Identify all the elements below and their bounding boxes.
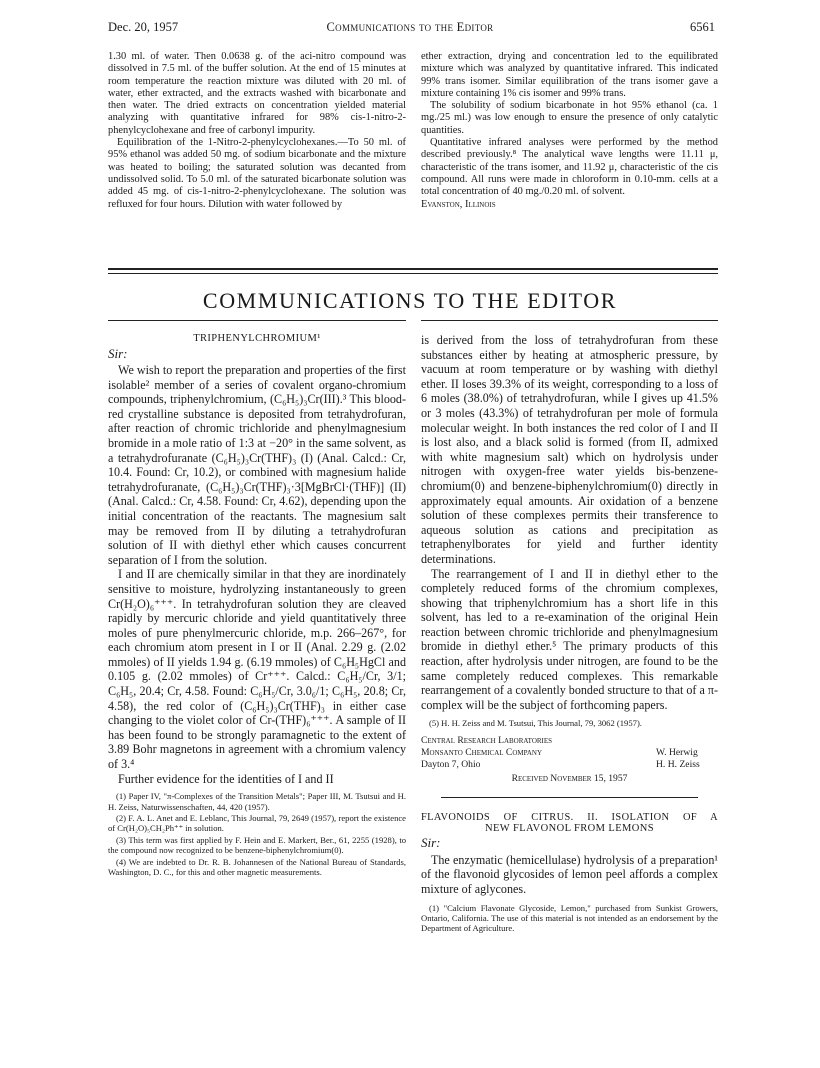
- author-name: H. H. Zeiss: [656, 758, 700, 770]
- top-left-paragraph: 1.30 ml. of water. Then 0.0638 g. of the aci-nitro compound was dissolved in 7.5 ml. of the buffer solution. At the end of 15 minutes at room temperature the reaction mixture was diluted with 20 ml. of water, ether extracted, and the extracts washed with bicarbonate and then water. The dried extracts on concentration yielded material analyzing with quantitative infrared for 98% cis-1-nitro-2-phenylcyclohexane and free of carbonyl impurity.: [108, 51, 406, 136]
- article1-body-left: [108, 363, 406, 786]
- article2-paragraph: The enzymatic (hemicellulase) hydrolysis of a preparation¹ of the flavonoid glycosides of lemon peel affords a complex mixture of aglycones.: [421, 852, 718, 897]
- article2-title-line1: FLAVONOIDS OF CITRUS. II. ISOLATION OF A: [421, 811, 718, 823]
- header-page-number: 6561: [690, 20, 715, 34]
- article1-paragraph: Further evidence for the identities of I and II: [118, 771, 334, 786]
- article2-footnote: [421, 903, 718, 934]
- article1-paragraph: We wish to report the preparation and properties of the first isolable² member of a series of covalent organo-chromium compounds, triphenylchromium, (C₆H₅)₃Cr(III).³ This blood-red crystalline substance is deposited from tetrahydrofuran, after reaction of chromic trichloride and phenylmagnesium bromide in a mole ratio of 1:3 at −20° in the same solvent, as a tetrahydrofuranate (C₆H₅)₃Cr(THF)₃ (I) (Anal. Calcd.: Cr, 10.4. Found: Cr, 10.2), or combined with magnesium halide tetrahydrofuranate, (C₆H₅)₃Cr(THF)₃·3[MgBrCl·(THF)] (II) (Anal. Calcd.: Cr, 4.58. Found: Cr, 4.62), depending upon the initial concentration of the reactants. The magnesium salt may be removed from II by diluting a tetrahydrofuran solution of II with diethyl ether which causes concurrent separation of I from the solution.: [108, 363, 406, 567]
- header-date: Dec. 20, 1957: [108, 20, 179, 34]
- received-date: Received November 15, 1957: [511, 772, 628, 784]
- top-left-column: [108, 51, 406, 211]
- section-title: COMMUNICATIONS TO THE EDITOR: [202, 288, 618, 313]
- column-rule-left: [108, 320, 406, 321]
- footnote: (1) "Calcium Flavonate Glycoside, Lemon," purchased from Sunkist Growers, Ontario, California. The use of this material is not intended as an endorsement by the Department of Agriculture.: [421, 902, 718, 934]
- section-rule-top: [108, 268, 718, 270]
- footnote: (5) H. H. Zeiss and M. Tsutsui, This Journal, 79, 3062 (1957).: [429, 718, 642, 729]
- article1-paragraph: is derived from the loss of tetrahydrofuran from these substances either by heating at atmospheric pressure, by vacuum at room temperature or by washing with diethyl ether. II loses 39.3% of its weight, corresponding to a loss of 6 moles (38.0%) of tetrahydrofuran, while I gives up 41.5% or 3 moles (43.3%) of tetrahydrofuran per mole of formula molecular weight. In both instances the red color of I and II is lost also, and a black solid is formed (from II, admixed with white magnesium salt) which on hydrolysis under nitrogen with oxygen-free water yields bis-benzene-chromium(0) and benzene-biphenylchromium(0) directly in approximately equal amounts. Air oxidation of a benzene solution of these complexes permits their transference to aqueous solution as cations and precipitation as tetraphenylborates for yield and further identity determinations.: [421, 333, 718, 566]
- footnote: (1) Paper IV, "π-Complexes of the Transition Metals"; Paper III, M. Tsutsui and H. H. Zeiss, Naturwissenschaften, 44, 420 (1957).: [108, 791, 406, 812]
- column-rule-right: [421, 320, 718, 321]
- article2-title-line2: NEW FLAVONOL FROM LEMONS: [485, 822, 654, 834]
- article2: [421, 812, 718, 934]
- article1-footnotes: [108, 791, 406, 877]
- article1-paragraph: I and II are chemically similar in that they are inordinately sensitive to moisture, hydrolyzing instantaneously to green Cr(H₂O)₆⁺⁺⁺. In tetrahydrofuran solution they are cleaved rapidly by mercuric chloride and yield quantitatively three moles of pure phenylmercuric chloride, m.p. 266–267°, for each chromium atom present in I or II (Anal. 2.29 g. (2.02 mmoles) of II yields 1.94 g. (6.19 mmoles) of C₆H₅HgCl and 0.105 g. (2.02 mmoles) of Cr⁺⁺⁺. Calcd.: C₆H₅/Cr, 3/1; C₆H₅, 20.4; Cr, 4.58. Found: C₆H₅/Cr, 3.0₆/1; C₆H₅, 20.8; Cr, 4.58), the red color of (C₆H₅)₃Cr(THF)₃ in either case changing to the violet color of Cr-(THF)₆⁺⁺⁺. A sample of II has been found to be strongly paramagnetic to the extent of 3.89 Bohr magnetons in agreement with a chromium valency of 3.⁴: [108, 567, 406, 772]
- article1-right-column: [421, 333, 718, 935]
- top-right-paragraph: Quantitative infrared analyses were performed by the method described previously.⁸ The analytical wave lengths were 11.11 μ, characteristic of the trans isomer, and 11.92 μ, characteristic of the cis compound. All runs were made in chloroform in 0.10-mm. cells at a total concentration of 40 mg./0.20 ml. of solvent.: [421, 137, 718, 198]
- header-running-title: Communications to the Editor: [326, 20, 494, 34]
- top-right-paragraph: The solubility of sodium bicarbonate in hot 95% ethanol (ca. 1 mg./25 ml.) was low enough to ensure the presence of only catalytic quantities.: [421, 100, 718, 136]
- top-right-signoff: Evanston, Illinois: [421, 198, 496, 210]
- article1-salutation: Sir:: [108, 346, 128, 361]
- top-right-paragraph: ether extraction, drying and concentration led to the equilibrated mixture which was analyzed by quantitative infrared. This indicated 99% trans isomer. Similar equilibration of the trans isomer gave a mixture containing 1% cis isomer and 99% trans.: [421, 51, 718, 99]
- article2-body: [421, 853, 718, 897]
- footnote: (2) F. A. L. Anet and E. Leblanc, This Journal, 79, 2649 (1957), report the existence of Cr(H₂O)₅CH₂Ph⁺⁺ in solution.: [108, 813, 406, 834]
- article2-salutation: Sir:: [421, 834, 441, 850]
- author-name: W. Herwig: [656, 746, 698, 758]
- article1-title: TRIPHENYLCHROMIUM¹: [193, 333, 321, 344]
- article1-body-right: [421, 333, 718, 712]
- article-separator: [441, 797, 698, 798]
- footnote: (4) We are indebted to Dr. R. B. Johannesen of the National Bureau of Standards, Washington, D. C., for this and other magnetic measurements.: [108, 856, 406, 878]
- section-rule-top-thin: [108, 273, 718, 274]
- affiliation-line: Central Research Laboratories: [421, 734, 553, 746]
- top-left-paragraph: Equilibration of the 1-Nitro-2-phenylcyclohexanes.—To 50 ml. of 95% ethanol was added 50 mg. of sodium bicarbonate and the mixture was heated to boiling; the saturated solution was decanted from undissolved solid. To 5.0 ml. of the saturated bicarbonate solution was added 45 mg. of cis-1-nitro-2-phenylcyclohexane. The solution was refluxed for four hours. Dilution with water followed by: [108, 137, 406, 210]
- top-right-column: [421, 51, 718, 211]
- affiliation-line: Monsanto Chemical Company: [421, 746, 543, 758]
- article1-paragraph: The rearrangement of I and II in diethyl ether to the completely reduced forms of the chromium complexes, showing that triphenylchromium has a short life in this solvent, has led to a re-examination of the original Hein reaction between chromic trichloride and phenylmagnesium bromide in diethyl ether.⁵ The primary products of this reaction, after hydrolysis under nitrogen, are found to be the same completely reduced complexes. This remarkable rearrangement of a covalently bonded structure to that of a π-complex will be the subject of forthcoming papers.: [421, 566, 718, 712]
- article1-left-column: [108, 333, 406, 878]
- affiliation-line: Dayton 7, Ohio: [421, 758, 481, 770]
- footnote: (3) This term was first applied by F. Hein and E. Markert, Ber., 61, 2255 (1928), to the compound now recognized to be benzene-biphenylchromium(0).: [108, 834, 406, 856]
- article1-footnote5: [421, 718, 718, 728]
- article1-signature-block: [421, 735, 718, 785]
